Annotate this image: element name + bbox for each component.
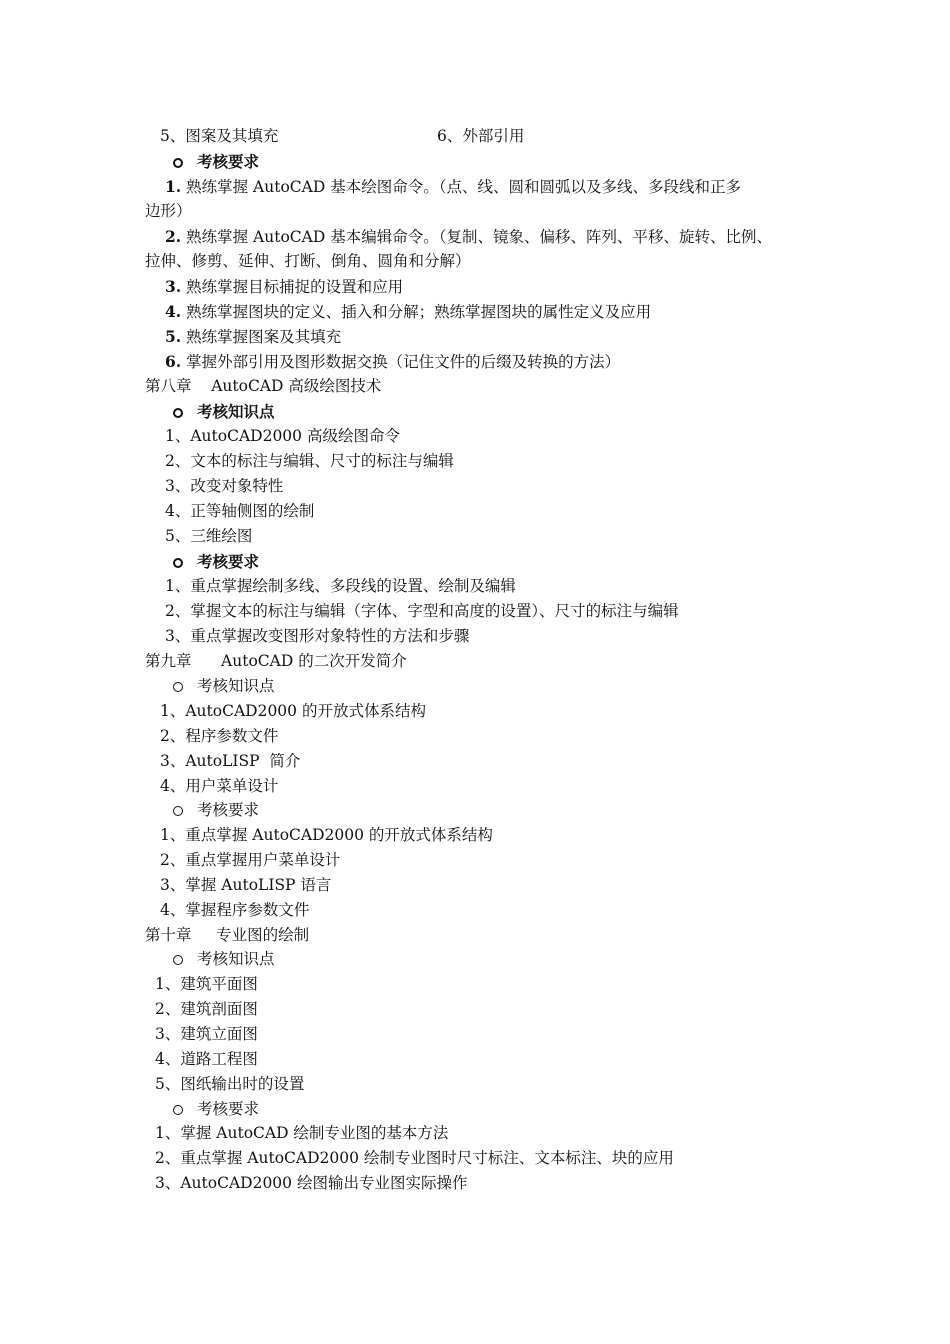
list-item-continuation: 拉伸、修剪、延伸、打断、倒角、圆角和分解） <box>145 252 471 270</box>
section-heading: 考核要求 <box>173 1097 853 1122</box>
circle-bullet-icon <box>173 682 183 692</box>
circle-bullet-icon <box>173 408 183 418</box>
section-heading: 考核要求 <box>173 149 853 174</box>
chapter-heading: 第九章 AutoCAD 的二次开发简介 <box>145 652 407 670</box>
list-item: 1、建筑平面图 <box>155 975 258 993</box>
list-item: 2. 熟练掌握 AutoCAD 基本编辑命令。（复制、镜象、偏移、阵列、平移、旋转、比例、 <box>165 227 772 246</box>
list-item <box>160 124 840 149</box>
list-item: 1、AutoCAD2000 的开放式体系结构 <box>160 702 426 720</box>
list-item: 3、AutoCAD2000 绘图输出专业图实际操作 <box>155 1174 468 1192</box>
circle-bullet-icon <box>173 158 183 168</box>
list-item: 3、建筑立面图 <box>155 1025 258 1043</box>
list-item: 2、重点掌握 AutoCAD2000 绘制专业图时尺寸标注、文本标注、块的应用 <box>155 1149 674 1167</box>
circle-bullet-icon <box>173 806 183 816</box>
list-item: 2、建筑剖面图 <box>155 1000 258 1018</box>
list-item: 4、道路工程图 <box>155 1050 258 1068</box>
chapter-heading: 第十章 专业图的绘制 <box>145 926 310 944</box>
section-heading: 考核知识点 <box>173 399 853 424</box>
list-item: 2、掌握文本的标注与编辑（字体、字型和高度的设置）、尺寸的标注与编辑 <box>165 602 679 620</box>
list-item: 4. 熟练掌握图块的定义、插入和分解；熟练掌握图块的属性定义及应用 <box>165 302 652 321</box>
list-item: 3. 熟练掌握目标捕捉的设置和应用 <box>165 277 404 296</box>
list-item: 5、图纸输出时的设置 <box>155 1075 305 1093</box>
section-heading: 考核要求 <box>173 798 853 823</box>
list-item-text: 5、图案及其填充 <box>160 127 279 145</box>
list-item: 3、AutoLISP 简介 <box>160 752 301 770</box>
list-item: 5. 熟练掌握图案及其填充 <box>165 327 342 346</box>
circle-bullet-icon <box>173 558 183 568</box>
list-item: 2、文本的标注与编辑、尺寸的标注与编辑 <box>165 452 454 470</box>
list-item: 1、重点掌握 AutoCAD2000 的开放式体系结构 <box>160 826 493 844</box>
list-item: 4、用户菜单设计 <box>160 777 279 795</box>
list-item: 3、掌握 AutoLISP 语言 <box>160 876 332 894</box>
list-item: 5、三维绘图 <box>165 527 253 545</box>
circle-bullet-icon <box>173 1105 183 1115</box>
list-item: 3、改变对象特性 <box>165 477 284 495</box>
list-item: 6. 掌握外部引用及图形数据交换（记住文件的后缀及转换的方法） <box>165 352 621 371</box>
list-item: 1、AutoCAD2000 高级绘图命令 <box>165 427 400 445</box>
section-heading: 考核知识点 <box>173 947 853 972</box>
section-heading: 考核知识点 <box>173 674 853 699</box>
list-item: 4、掌握程序参数文件 <box>160 901 310 919</box>
list-item: 4、正等轴侧图的绘制 <box>165 502 315 520</box>
section-heading: 考核要求 <box>173 549 853 574</box>
list-item: 1、重点掌握绘制多线、多段线的设置、绘制及编辑 <box>165 577 516 595</box>
list-item: 1、掌握 AutoCAD 绘制专业图的基本方法 <box>155 1124 449 1142</box>
list-item: 3、重点掌握改变图形对象特性的方法和步骤 <box>165 627 470 645</box>
list-item: 1. 熟练掌握 AutoCAD 基本绘图命令。（点、线、圆和圆弧以及多线、多段线和正多 <box>165 177 741 196</box>
circle-bullet-icon <box>173 955 183 965</box>
list-item-text: 6、外部引用 <box>437 127 525 145</box>
list-item: 2、程序参数文件 <box>160 727 279 745</box>
list-item: 2、重点掌握用户菜单设计 <box>160 851 341 869</box>
list-item-continuation: 边形） <box>145 202 192 220</box>
chapter-heading: 第八章 AutoCAD 高级绘图技术 <box>145 377 382 395</box>
